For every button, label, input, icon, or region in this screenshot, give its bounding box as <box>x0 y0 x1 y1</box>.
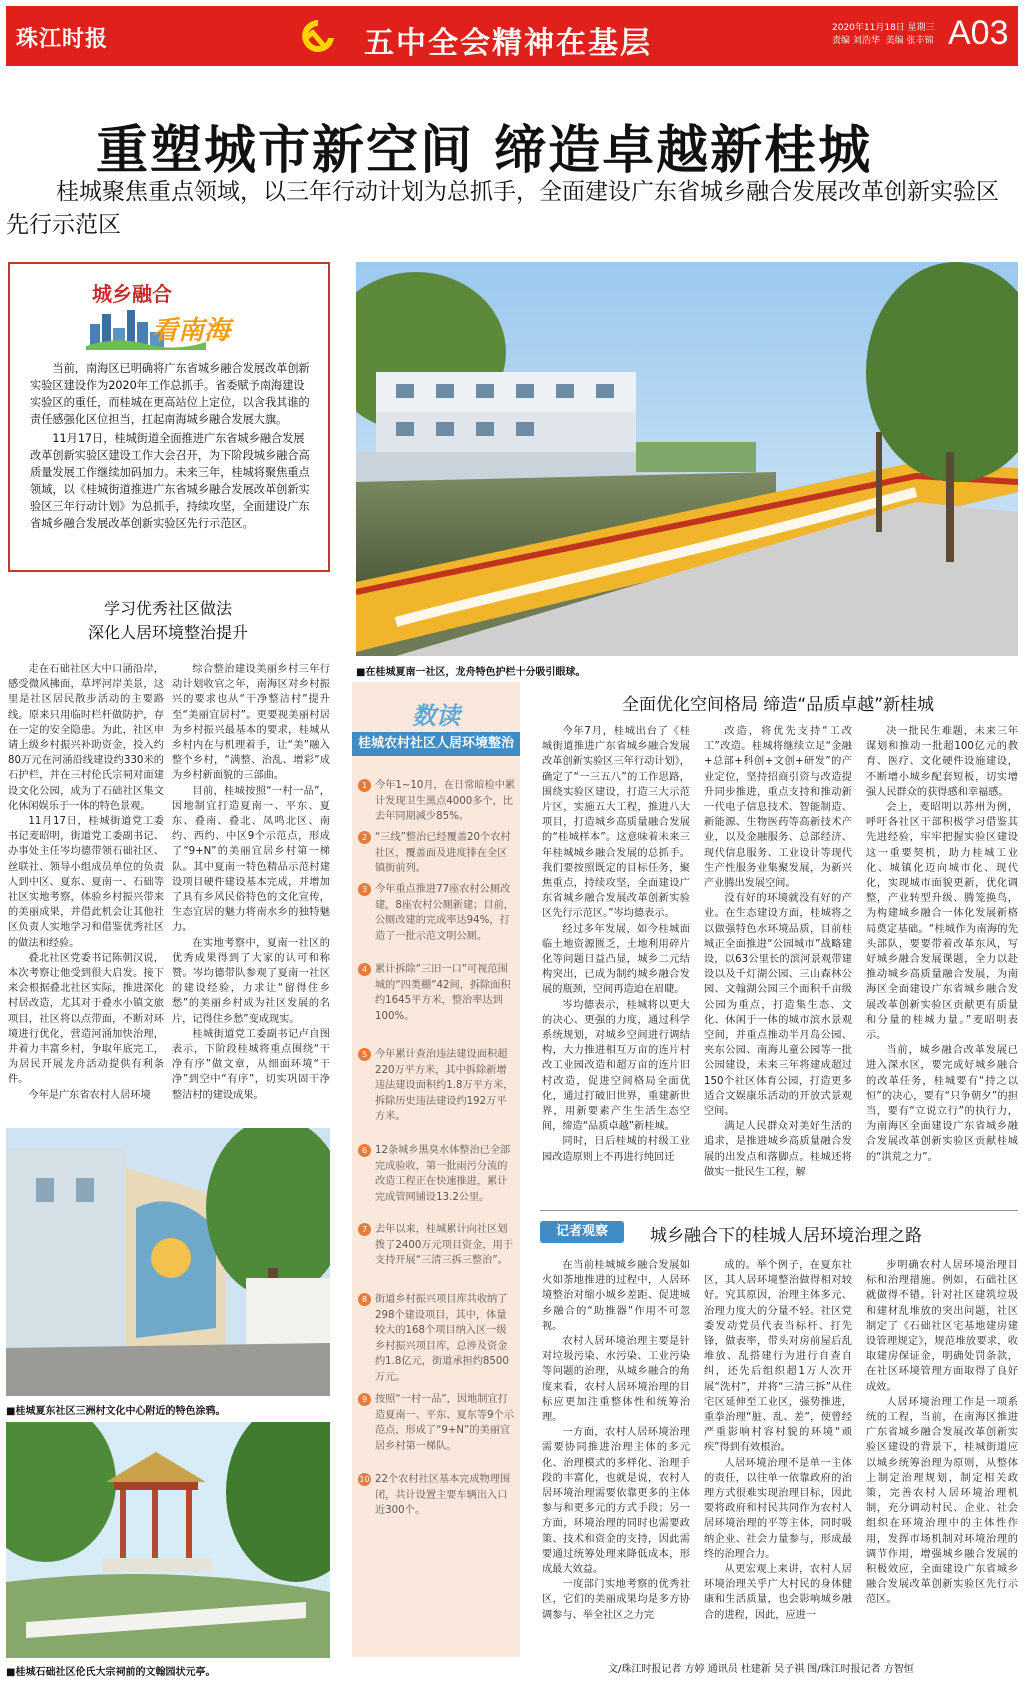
subhead: 桂城聚焦重点领域，以三年行动计划为总抓手，全面建设广东省城乡融合发展改革创新实验区先行示范区 <box>6 179 999 238</box>
party-emblem-icon <box>298 16 338 56</box>
paragraph: 没有好的环境就没有好的产业。在生态建设方面，桂城将之以做强特色水环境品质，目前桂城正全面推进“公园城市”战略建设，以63公里长的滨河景观带建设以及千灯湖公园、三山森林公园、文翰湖公园三个面积千亩级公园为重点，打造集生态、文化、休闲于一体的城市滨水景观空间，并重点推动半月岛公园、夹东公园、南海儿童公园等一批公园建设，未来三年将建成超过150个社区体育公园，打造更多适合文娱康乐活动的开放式景观空间。 <box>704 893 852 1118</box>
stat-number-badge: 9 <box>358 1393 371 1406</box>
stat-text: 今年累计查治违法建设面积超220万平方米，其中拆除新增违法建设面积约1.8万平方米，拆除历史违法建设约192万平方米。 <box>375 1049 514 1122</box>
stat-item <box>358 1222 516 1269</box>
paragraph: 目前，桂城按照“一村一品”，因地制宜打造夏南一、平东、夏东、叠南、叠北、凤鸣北区、南约、西约、中区9个示范点，形成了“9+N”的美丽宜居乡村第一梯队。其中夏南一特色精品示范村建设项目硬件建设基本完成，并增加了具有乡风民俗特色的文化宣传，生态宜居的魅力将南水乡的独特魅力。 <box>172 785 330 934</box>
byline: 文/珠江时报记者 方婷 通讯员 杜建新 吴子祺 图/珠江时报记者 方智恒 <box>608 1664 914 1675</box>
section-divider <box>540 1210 1018 1211</box>
paragraph: 人居环境治理工作是一项系统的工程，当前，在南海区推进广东省城乡融合发展改革创新实验区建设的背景下，桂城街道应以城乡统筹治理为原则，从整体上制定治理规划，制定相关政策，完善农村人居环境治理机制，充分调动村民、企业、社会组织在环境治理中的主体性作用，发挥市场机制对环境治理的调节作用，增强城乡融合发展的积极效应，全面建设广东省城乡融合发展改革创新实验区先行示范区。 <box>866 1396 1018 1606</box>
stat-item <box>358 1143 516 1205</box>
stat-number-badge: 4 <box>358 963 371 976</box>
mural-photo <box>6 1128 330 1396</box>
masthead <box>6 6 1018 66</box>
mural-street-image <box>6 1128 330 1396</box>
paragraph: 成的。举个例子，在夏东社区，其人居环境整治做得相对较好。究其原因，治理主体多元、治理力度大的分量不轻。社区党委发动党员代表当标杆、打先锋，做表率，带头对房前屋后乱堆放、乱搭建行为进行自查自纠，还先后组织超1万人次开展“洗村”，并将“三清三拆”从住宅区延伸至工业区，强势推进，重拳治理“脏、乱、差”，使曾经严重影响村容村貌的环境“顽疾”得到有效根治。 <box>704 1260 852 1454</box>
pavilion-image <box>6 1422 330 1658</box>
paragraph: 会上，麦昭明以苏州为例，呼吁各社区干部积极学习借鉴其先进经验，牢牢把握实验区建设这一重要契机，助力桂城工业化、城镇化迈向城市化、现代化，实现城市面貌更新，优化调整，产业转型升级、腾笼换鸟，为构建城乡融合一体化发展新格局奠定基础。“桂城作为南海的先头部队，要要带着改革东风，写好城乡融合发展课题，全力以赴推动城乡高质量融合发展，为南海区全面建设广东省城乡融合发展改革创新实验区贡献更有质量和分量的桂城力量。”麦昭明表示。 <box>866 802 1018 1042</box>
paragraph: 桂城街道党工委副书记卢自图表示，下阶段桂城将重点围绕“干净有序”做文章，从细面环境“干净”到空中“有序”，切实巩固干净整洁村的建设成果。 <box>172 1028 330 1101</box>
paragraph: 当前，城乡融合改革发展已进入深水区，要完成好城乡融合的改革任务，桂城要有“持之以恒”的决心，要有“只争朝夕”的担当，要有“立说立行”的执行力，为南海区全面建设广东省城乡融合发展改革创新实验区贡献桂城的“洪荒之力”。 <box>866 1045 1018 1163</box>
stat-item <box>358 830 516 877</box>
left-title-line1: 学习优秀社区做法 <box>103 599 232 618</box>
paragraph: 人居环境治理不是单一主体的责任，以往单一依靠政府的治理方式很难实现治理目标，因此要将政府和村民共同作为农村人居环境治理的平等主体，同时吸纳企业、社会力量参与，形成最终的治理合力。 <box>704 1457 852 1560</box>
stat-text: 今年1~10月，在日常暗检中累计发现卫生黑点4000多个，比去年同期减少85%。 <box>375 780 516 822</box>
logo-text-1: 城乡融合 <box>92 282 172 306</box>
stat-text: 22个农村社区基本完成物理围闭，共计设置主要车辆出入口近300个。 <box>375 1474 511 1516</box>
intro-text <box>30 360 314 534</box>
mural-photo-caption: ■桂城夏东社区三洲村文化中心附近的特色涂鸦。 <box>6 1406 226 1417</box>
date-line: 2020年11月18日 星期三 责编 刘浩华 美编 张丰锦 <box>832 23 935 46</box>
logo-text-2: 看南海 <box>152 316 231 346</box>
paragraph: 经过多年发展，如今桂城面临土地资源匮乏，土地利用碎片化等问题日益凸显，城乡二元结构突出，已成为制约城乡融合发展的瓶颈，空间再造迫在眉睫。 <box>542 923 690 996</box>
stat-number-badge: 3 <box>358 883 371 896</box>
paragraph: 今年是广东省农村人居环境 <box>28 1089 151 1101</box>
paragraph: 走在石础社区大中口涌沿岸，感受微风拂面，草坪河岸美景，这里是社区居民散步活动的主要路线。原来只用临时栏杆做防护，存在一定的安全隐患。为此，社区申请上级乡村振兴补助资金，投入约80万元在河涌沿线建设约330米的石护栏，并在三村伦氏宗祠对面建设文化公园，成为了石础社区集文化休闲娱乐于一体的特色景观。 <box>8 664 164 812</box>
reporter-col2 <box>704 1258 852 1654</box>
main-photo-caption: ■在桂城夏南一社区，龙舟特色护栏十分吸引眼球。 <box>356 667 586 678</box>
pavilion-photo-caption: ■桂城石础社区伦氏大宗祠前的文翰园状元亭。 <box>6 1667 216 1678</box>
left-title-line2: 深化人居环境整治提升 <box>87 623 248 642</box>
paragraph: 一方面，农村人居环境治理需要协同推进治理主体的多元化、治理模式的多样化、治理手段的丰富化，也就是说，农村人居环境治理需要依靠更多的主体参与和更多元的方式手段；另一方面，环境治理的同时也需要政策、技术和资金的支持，因此需要通过统筹处理来降低成本，形成最大效益。 <box>542 1427 690 1576</box>
paper-logo: 珠江时报 <box>16 26 109 52</box>
paragraph: 综合整治建设美丽乡村三年行动计划收官之年，南海区对乡村振兴的要求也从“干净整洁村”提升至“美丽宜居村”。更要视美丽村居为乡村振兴最基本的要求，桂城从乡村内在与机理着手，让“美”融入整个乡村，“满整、治乱、增彩”成为乡村新面貌的三部曲。 <box>172 664 330 782</box>
paragraph: 岑均德表示，桂城将以更大的决心、更强的力度，通过科学系统规划，对城乡空间进行调结构，大力推进相互万亩的连片村改工业园改造和超万亩的连片旧村改造，促进空间格局全面优化，通过打破旧世界，重建新世界，用新要素产生生活生态空间，缔造“品质卓越”新桂城。 <box>542 999 690 1133</box>
paragraph: 今年7月，桂城出台了《桂城街道推进广东省城乡融合发展改革创新实验区三年行动计划》，确定了“一三五八”的工作思路，围绕实验区建设，打造三大示范片区，实施五大工程，推进八大项目，打造城乡高质量融合发展的“桂城样本”。这意味着未来三年桂城城乡融合发展的总抓手。我们要按照既定的目标任务，聚焦重点，持续攻坚，全面建设广东省城乡融合发展改革创新实验区先行示范区。”岑均德表示。 <box>542 726 690 920</box>
reporter-col3 <box>866 1258 1018 1654</box>
paragraph: 农村人居环境治理主要是针对垃圾污染、水污染、工业污染等问题的治理，从城乡融合的角度来看，农村人居环境治理的目标应更加注重整体性和统筹治理。 <box>542 1336 690 1424</box>
paragraph: 决一批民生难题，未来三年谋划和推动一批超100亿元的教育、医疗、文化硬件设施建设，不断增小城乡配套短板，切实增强人民群众的获得感和幸福感。 <box>866 726 1018 798</box>
stat-item <box>358 1292 516 1385</box>
reporter-col1 <box>542 1258 690 1654</box>
left-article-col1 <box>8 662 164 1112</box>
stat-text: 12条城乡黑臭水体整治已全部完成验收，第一批雨污分流的改造工程正在快速推进，累计完成管网铺设13.2公里。 <box>375 1145 511 1203</box>
column-title: 五中全会精神在基层 <box>364 26 652 61</box>
data-panel-title: 数读 <box>412 702 460 730</box>
stat-number-badge: 6 <box>358 1144 371 1157</box>
stat-text: 今年重点推进77座农村公厕改建，8座农村公厕新建；目前，公厕改建的完成率达94%，打造了一批示范文明公厕。 <box>375 884 514 942</box>
paragraph: 一度部门实地考察的优秀社区，它们的美丽成果均是多方协调参与、举全社区之力完 <box>542 1579 690 1621</box>
right-article-col3 <box>866 724 1018 1198</box>
right-article-title: 全面优化空间格局 缔造“品质卓越”新桂城 <box>621 695 935 715</box>
stat-number-badge: 8 <box>358 1293 371 1306</box>
left-article-title <box>8 597 328 645</box>
stat-item <box>358 778 516 825</box>
reporter-article-title: 城乡融合下的桂城人居环境治理之路 <box>650 1226 922 1246</box>
reporter-badge: 记者观察 <box>540 1221 624 1243</box>
stat-item <box>358 882 516 944</box>
paragraph: 从更宏观上来讲，农村人居环境治理关乎广大村民的身体健康和生活质量，也会影响城乡融合的进程，因此，应进一 <box>704 1564 852 1621</box>
main-photo-river <box>356 262 1018 656</box>
paragraph: 改造，将优先支持“工改工”改造。桂城将继续立足“金融+总部+科创+文创+研发”的产业定位，坚持招商引资与改造提升同步推进，重点支持和推动新一代电子信息技术、智能制造、新能源、生物医药等高新技术产业，以及金融服务、总部经济、现代信息服务、工业设计等现代生产性服务业集聚发展，为新兴产业腾出发展空间。 <box>704 726 852 890</box>
paragraph: 同时，日后桂城的村级工业园改造原则上不再进行纯回迁 <box>542 1136 690 1163</box>
intro-paragraph: 11月17日，桂城街道全面推进广东省城乡融合发展改革创新实验区建设工作大会召开，为下阶段城乡融合高质量发展工作继续加码加力。未来三年，桂城将聚焦重点领域，以《桂城街道推进广东省城乡融合发展改革创新实验区三年行动计划》为总抓手，持续攻坚，全面建设广东省城乡融合发展改革创新实验区先行示范区。 <box>30 432 310 530</box>
stat-text: “三线”整治已经覆盖20个农村社区，覆盖面及进度排在全区镇街前列。 <box>375 832 511 874</box>
headline: 重塑城市新空间 缔造卓越新桂城 <box>96 121 873 181</box>
paragraph: 在实地考察中，夏南一社区的优秀成果得到了大家的认可和称赞。岑均德带队参观了夏南一社区的建设经验，力求让“留得住乡愁”的美丽乡村成为社区发展的名片，记得住乡愁”变成现实。 <box>172 937 330 1025</box>
right-article-col1 <box>542 724 690 1198</box>
intro-box <box>8 262 330 572</box>
stat-item <box>358 1472 516 1519</box>
stat-number-badge: 7 <box>358 1223 371 1236</box>
stat-text: 按照“一村一品”，因地制宜打造夏南一、平东、夏东等9个示范点，形成了“9+N”的美丽宜居乡村第一梯队。 <box>375 1394 514 1452</box>
paragraph: 满足人民群众对美好生活的追求，是推进城乡高质量融合发展的出发点和落脚点。桂城还将做实一批民生工程，解 <box>704 1121 852 1178</box>
paragraph: 叠北社区党委书记陈朝汉说，本次考察让他受到很大启发。接下来会根据叠北社区实际，推进深化村居改造，尤其对于叠水小镇文旅项目，社区将以点带面，不断对环境进行优化，营造河涌加快治理，并着力丰富乡村，争取年底完工，为居民开展龙舟活动提供有利条件。 <box>8 952 164 1086</box>
column-logo <box>80 276 270 354</box>
stat-number-badge: 10 <box>359 1475 370 1484</box>
stat-number-badge: 1 <box>358 779 371 792</box>
paragraph: 在当前桂城城乡融合发展如火如荼地推进的过程中，人居环境整治对缩小城乡差距、促进城乡融合的“助推器”作用不可忽视。 <box>542 1260 690 1332</box>
stat-text: 累计拆除“三旧一口”可视范围城的“四类棚”42间，拆除面积约1645平方米，整治率达到100%。 <box>375 964 511 1022</box>
pavilion-photo <box>6 1422 330 1658</box>
stat-text: 去年以来，桂城累计向社区划拨了2400万元项目资金，用于支持开展“三清三拆三整治”。 <box>375 1224 513 1266</box>
stat-item <box>358 962 516 1024</box>
right-article-col2 <box>704 724 852 1198</box>
intro-paragraph: 当前，南海区已明确将广东省城乡融合发展改革创新实验区建设作为2020年工作总抓手。省委赋予南海建设实验区的重任，而桂城在更高站位上定位，以含我其谁的责任感强化区位担当，扛起南海城乡融合发展大旗。 <box>30 362 310 426</box>
paragraph: 步明确农村人居环境治理目标和治理措施。例如，石础社区就做得不错。针对社区建筑垃圾和建材乱堆放的突出问题，社区制定了《石础社区宅基地建房建设管理规定》，规范堆放要求，收取建房保证金，明确处罚条款，在社区环境管理方面取得了良好成效。 <box>866 1260 1018 1393</box>
stat-text: 街道乡村振兴项目库共收纳了298个建设项目，其中，体量较大的168个项目纳入区一级乡村振兴项目库，总涉及资金约1.8亿元，街道承担约8500万元。 <box>375 1294 509 1383</box>
data-panel-subtitle: 桂城农村社区人居环境整治 <box>352 732 520 756</box>
stat-item <box>358 1047 516 1125</box>
paragraph: 11月17日，桂城街道党工委书记麦昭明，街道党工委副书记、办事处主任岑均德带领石础社区、丝联社、领导小组成员单位的负责人到中区、夏东、夏南一、石础等社区实地考察，体验乡村振兴带来的美丽成果，并借此机会让其他社区负责人实地学习和借鉴优秀社区的做法和经验。 <box>8 816 164 949</box>
left-article-col2 <box>172 662 330 1112</box>
stat-item <box>358 1392 516 1454</box>
river-railing-image <box>356 262 1018 656</box>
stat-number-badge: 5 <box>358 1048 371 1061</box>
page-number: A03 <box>948 14 1009 52</box>
stat-number-badge: 2 <box>358 831 371 844</box>
